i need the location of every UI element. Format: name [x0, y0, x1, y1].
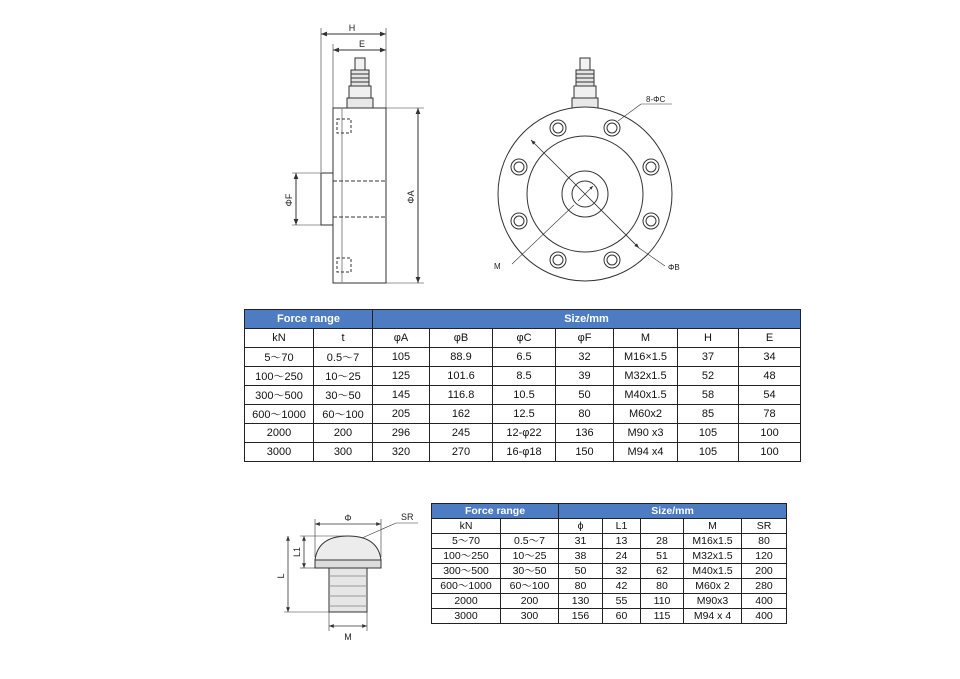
- table-row: [432, 549, 787, 564]
- cell: 400: [742, 609, 787, 624]
- cell: 37: [678, 348, 739, 367]
- cell: 200: [742, 564, 787, 579]
- cell: 300: [314, 443, 373, 462]
- cell: 13: [603, 534, 641, 549]
- table-row: [245, 367, 801, 386]
- col-header: φA: [373, 329, 430, 348]
- col-header: t: [314, 329, 373, 348]
- cell: 51: [641, 549, 684, 564]
- dim-label-phiF: ΦF: [284, 193, 294, 207]
- col-header: φB: [430, 329, 493, 348]
- dim-label-E: E: [358, 39, 366, 49]
- cell: M94 x4: [614, 443, 678, 462]
- table-row: [245, 348, 801, 367]
- col-header: H: [678, 329, 739, 348]
- cell: 16-φ18: [493, 443, 556, 462]
- cell: 50: [556, 386, 614, 405]
- header-force-range: Force range: [245, 310, 373, 329]
- cell: 0.5～7: [314, 348, 373, 367]
- cell: 34: [739, 348, 801, 367]
- cell: 130: [559, 594, 603, 609]
- cell: 150: [556, 443, 614, 462]
- table-group-header: [432, 504, 787, 519]
- cell: 39: [556, 367, 614, 386]
- cell: 110: [641, 594, 684, 609]
- table-row: [245, 386, 801, 405]
- col-header: M: [684, 519, 742, 534]
- cell: 120: [742, 549, 787, 564]
- cell: 80: [556, 405, 614, 424]
- cell: M94 x 4: [684, 609, 742, 624]
- cell: 162: [430, 405, 493, 424]
- header-size-mm: Size/mm: [373, 310, 801, 329]
- dim-label-phiA: ΦA: [406, 190, 416, 204]
- cell: 100～250: [245, 367, 314, 386]
- cell: 58: [678, 386, 739, 405]
- cell: 10～25: [501, 549, 559, 564]
- table-column-header: [432, 519, 787, 534]
- cell: 0.5～7: [501, 534, 559, 549]
- col-header: SR: [742, 519, 787, 534]
- cell: 88.9: [430, 348, 493, 367]
- cell: 30～50: [314, 386, 373, 405]
- cell: 32: [556, 348, 614, 367]
- cell: 42: [603, 579, 641, 594]
- cell: 205: [373, 405, 430, 424]
- table-column-header: [245, 329, 801, 348]
- label-phiB: ΦB: [668, 263, 680, 272]
- cell: 125: [373, 367, 430, 386]
- cell: 5～70: [245, 348, 314, 367]
- label-thread-M: M: [494, 262, 501, 271]
- cell: 200: [314, 424, 373, 443]
- cell: 80: [641, 579, 684, 594]
- header-size-mm: Size/mm: [559, 504, 787, 519]
- cell: 600～1000: [245, 405, 314, 424]
- col-header: ϕ: [559, 519, 603, 534]
- cell: 296: [373, 424, 430, 443]
- front-view: [498, 58, 672, 281]
- cell: M60x2: [614, 405, 678, 424]
- cell: 145: [373, 386, 430, 405]
- cell: 2000: [245, 424, 314, 443]
- cell: 2000: [432, 594, 501, 609]
- cell: 280: [742, 579, 787, 594]
- cell: M90x3: [684, 594, 742, 609]
- cell: 10.5: [493, 386, 556, 405]
- cell: 105: [373, 348, 430, 367]
- cell: 8.5: [493, 367, 556, 386]
- cell: 270: [430, 443, 493, 462]
- col-header: [641, 519, 684, 534]
- cell: 115: [641, 609, 684, 624]
- table-group-header: [245, 310, 801, 329]
- col-header: φC: [493, 329, 556, 348]
- col-header: M: [614, 329, 678, 348]
- cell: M32x1.5: [684, 549, 742, 564]
- cell: 28: [641, 534, 684, 549]
- cell: M16x1.5: [684, 534, 742, 549]
- cell: 100: [739, 424, 801, 443]
- table-row: [432, 579, 787, 594]
- header-force-range: Force range: [432, 504, 559, 519]
- cell: 60～100: [314, 405, 373, 424]
- cell: 31: [559, 534, 603, 549]
- cell: 300: [501, 609, 559, 624]
- table-row: [245, 405, 801, 424]
- dim-label-H: H: [348, 23, 356, 33]
- col-header: L1: [603, 519, 641, 534]
- cell: M90 x3: [614, 424, 678, 443]
- pad-label-L1: L1: [292, 546, 302, 558]
- pad-label-phi: Φ: [344, 513, 352, 523]
- cell: 100～250: [432, 549, 501, 564]
- cell: 80: [742, 534, 787, 549]
- cell: 50: [559, 564, 603, 579]
- cell: 300～500: [245, 386, 314, 405]
- table-row: [245, 424, 801, 443]
- cell: 38: [559, 549, 603, 564]
- cell: 400: [742, 594, 787, 609]
- pad-drawing: [284, 519, 418, 631]
- cell: 12-φ22: [493, 424, 556, 443]
- cell: 48: [739, 367, 801, 386]
- cell: 5～70: [432, 534, 501, 549]
- cell: 156: [559, 609, 603, 624]
- cell: 52: [678, 367, 739, 386]
- cell: 101.6: [430, 367, 493, 386]
- table-row: [432, 609, 787, 624]
- col-header: φF: [556, 329, 614, 348]
- cell: 300～500: [432, 564, 501, 579]
- pad-label-SR: SR: [401, 512, 414, 522]
- table-row: [432, 534, 787, 549]
- cell: 60～100: [501, 579, 559, 594]
- cell: 55: [603, 594, 641, 609]
- cell: 62: [641, 564, 684, 579]
- cell: 245: [430, 424, 493, 443]
- cell: 30～50: [501, 564, 559, 579]
- cell: M40x1.5: [614, 386, 678, 405]
- cell: M32x1.5: [614, 367, 678, 386]
- col-header: kN: [245, 329, 314, 348]
- cell: 100: [739, 443, 801, 462]
- table-row: [245, 443, 801, 462]
- cell: 105: [678, 443, 739, 462]
- cell: 24: [603, 549, 641, 564]
- cell: 105: [678, 424, 739, 443]
- pad-label-L: L: [276, 573, 286, 579]
- cell: M40x1.5: [684, 564, 742, 579]
- cell: 60: [603, 609, 641, 624]
- col-header: [501, 519, 559, 534]
- cell: 6.5: [493, 348, 556, 367]
- cell: 54: [739, 386, 801, 405]
- cell: M16×1.5: [614, 348, 678, 367]
- cell: 3000: [432, 609, 501, 624]
- cell: 600～1000: [432, 579, 501, 594]
- label-bolt-holes: 8-ΦC: [646, 95, 666, 104]
- cell: 200: [501, 594, 559, 609]
- table-row: [432, 564, 787, 579]
- cell: 116.8: [430, 386, 493, 405]
- cell: 85: [678, 405, 739, 424]
- cell: 78: [739, 405, 801, 424]
- load-cell-size-table: [244, 309, 801, 462]
- cell: 32: [603, 564, 641, 579]
- col-header: E: [739, 329, 801, 348]
- pad-label-M: M: [344, 632, 352, 642]
- col-header: kN: [432, 519, 501, 534]
- table-row: [432, 594, 787, 609]
- cell: 80: [559, 579, 603, 594]
- side-view: [292, 28, 424, 283]
- cell: 320: [373, 443, 430, 462]
- loading-pad-size-table: [431, 503, 787, 624]
- cell: 12.5: [493, 405, 556, 424]
- cell: 3000: [245, 443, 314, 462]
- cell: 136: [556, 424, 614, 443]
- cell: M60x 2: [684, 579, 742, 594]
- cell: 10～25: [314, 367, 373, 386]
